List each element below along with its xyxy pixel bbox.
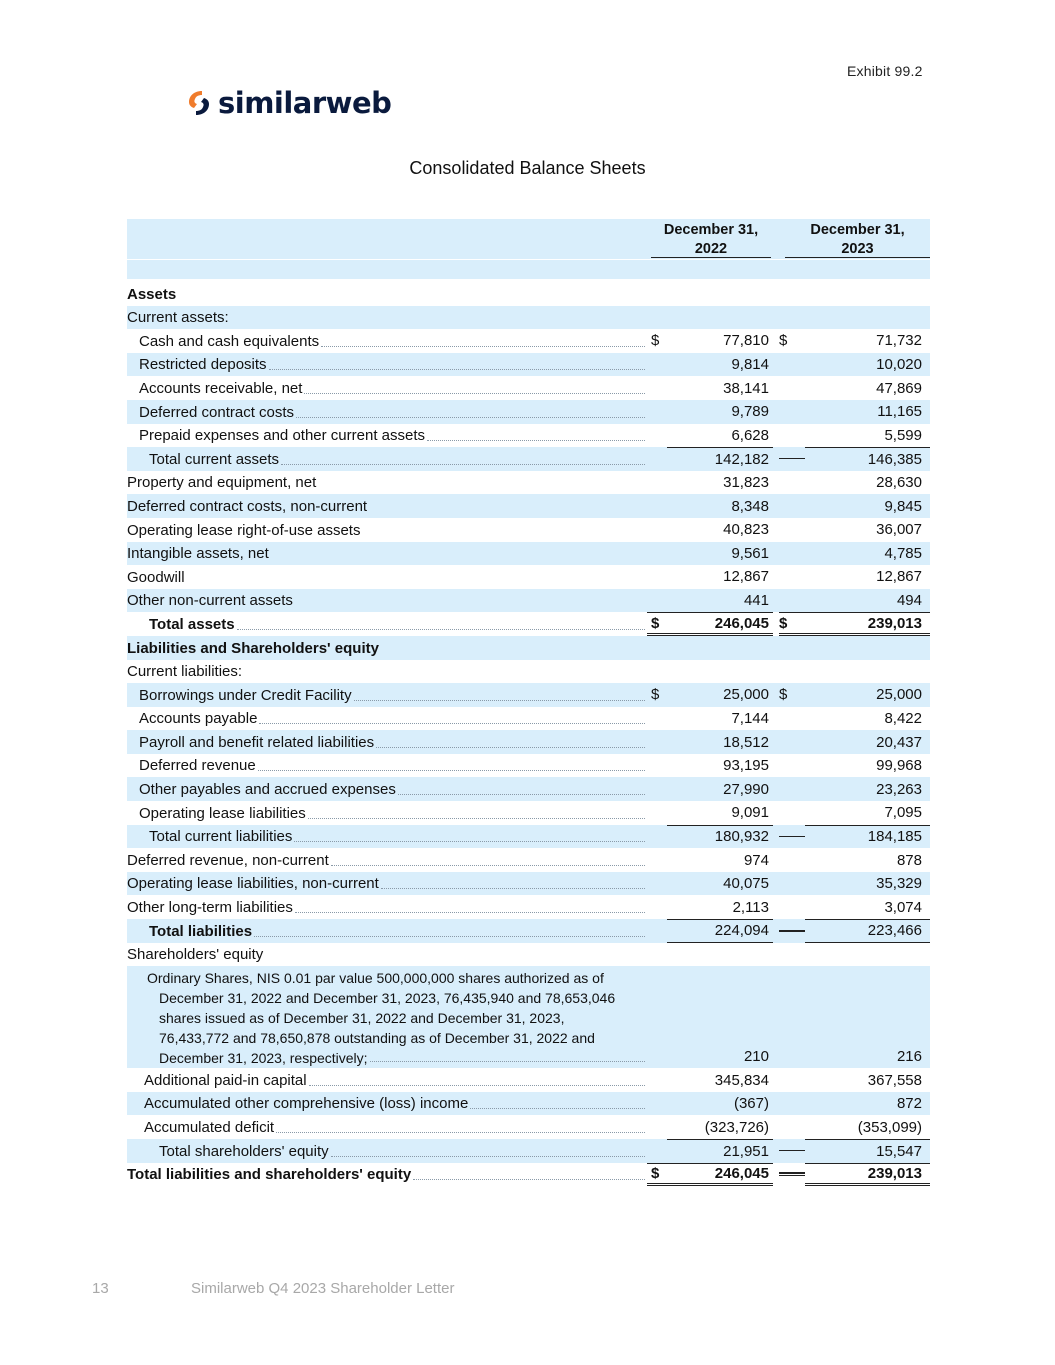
table-row: Operating lease liabilities 9,091 7,095	[139, 804, 922, 822]
footer-text: Similarweb Q4 2023 Shareholder Letter	[191, 1280, 455, 1297]
table-row: Deferred contract costs 9,789 11,165	[127, 400, 930, 424]
table-row: Cash and cash equivalents $ 77,810 $ 71,732	[139, 332, 922, 350]
table-row: Deferred revenue, non-current 974 878	[127, 851, 922, 869]
table-row: Accumulated other comprehensive (loss) income (367) 872	[127, 1092, 930, 1116]
table-row: Prepaid expenses and other current assets 6,628 5,599	[139, 426, 922, 445]
table-row: Other long-term liabilities 2,113 3,074	[127, 898, 922, 917]
column-header-2022: December 31, 2022	[651, 221, 771, 258]
grand-total-row: Total liabilities and shareholders' equity $ 246,045 239,013	[127, 1163, 930, 1187]
subtotal-row: Total current liabilities 180,932 184,185	[127, 825, 930, 849]
table-row: Restricted deposits 9,814 10,020	[127, 353, 930, 377]
subtotal-row: Total shareholders' equity 21,951 15,547	[127, 1139, 930, 1163]
table-row: Other payables and accrued expenses 27,990 23,263	[127, 777, 930, 801]
header-spacer	[127, 260, 930, 279]
table-row: Additional paid-in capital 345,834 367,558	[144, 1071, 922, 1089]
total-row: Total assets $ 246,045 $ 239,013	[127, 612, 930, 636]
ordinary-shares-row: Ordinary Shares, NIS 0.01 par value 500,000,000 shares authorized as of December 31, 2022 and December 31, 2023, 76,435,940 and 78,653,046 shares issued as of December 31, 2022 and December 31, 2023, 76,433,772 and 78,650,878 outstanding as of December 31, 2022 and December 31, 2023, respectively; 210 216	[127, 966, 930, 1068]
exhibit-label: Exhibit 99.2	[847, 63, 923, 79]
subtotal-row: Total current assets 142,182 146,385	[127, 447, 930, 471]
table-row: Property and equipment, net 31,823 28,630	[127, 474, 922, 492]
logo-wordmark: similarweb	[218, 86, 392, 120]
section-header-equity: Shareholders' equity	[127, 946, 264, 964]
column-header-row	[127, 219, 930, 259]
subsection-header-current-assets: Current assets:	[127, 306, 930, 330]
column-header-2023: December 31, 2023	[785, 221, 930, 258]
table-row: Goodwill 12,867 12,867	[127, 568, 922, 586]
company-logo	[186, 86, 391, 120]
table-row: Operating lease liabilities, non-current 40,075 35,329	[127, 872, 930, 896]
page-number: 13	[92, 1280, 109, 1297]
table-row: Accounts payable 7,144 8,422	[139, 709, 922, 728]
table-row: Accounts receivable, net 38,141 47,869	[139, 379, 922, 397]
table-row: Payroll and benefit related liabilities 18,512 20,437	[127, 730, 930, 754]
subsection-header-current-liabilities: Current liabilities:	[127, 663, 243, 681]
table-row: Deferred contract costs, non-current 8,348 9,845	[127, 494, 930, 518]
table-row: Accumulated deficit (323,726) (353,099)	[144, 1118, 922, 1136]
similarweb-logo-icon	[186, 89, 212, 117]
section-header-liabilities: Liabilities and Shareholders' equity	[127, 636, 930, 660]
page-title: Consolidated Balance Sheets	[409, 158, 646, 178]
section-header-assets: Assets	[127, 285, 177, 303]
table-row: Intangible assets, net 9,561 4,785	[127, 542, 930, 566]
table-row: Operating lease right-of-use assets 40,823 36,007	[127, 521, 922, 539]
table-row: Deferred revenue 93,195 99,968	[139, 757, 922, 775]
table-row: Borrowings under Credit Facility $ 25,000 $ 25,000	[127, 683, 930, 707]
total-row: Total liabilities 224,094 223,466	[127, 919, 930, 943]
table-row: Other non-current assets 441 494	[127, 589, 930, 613]
balance-sheet-table	[127, 219, 930, 1186]
